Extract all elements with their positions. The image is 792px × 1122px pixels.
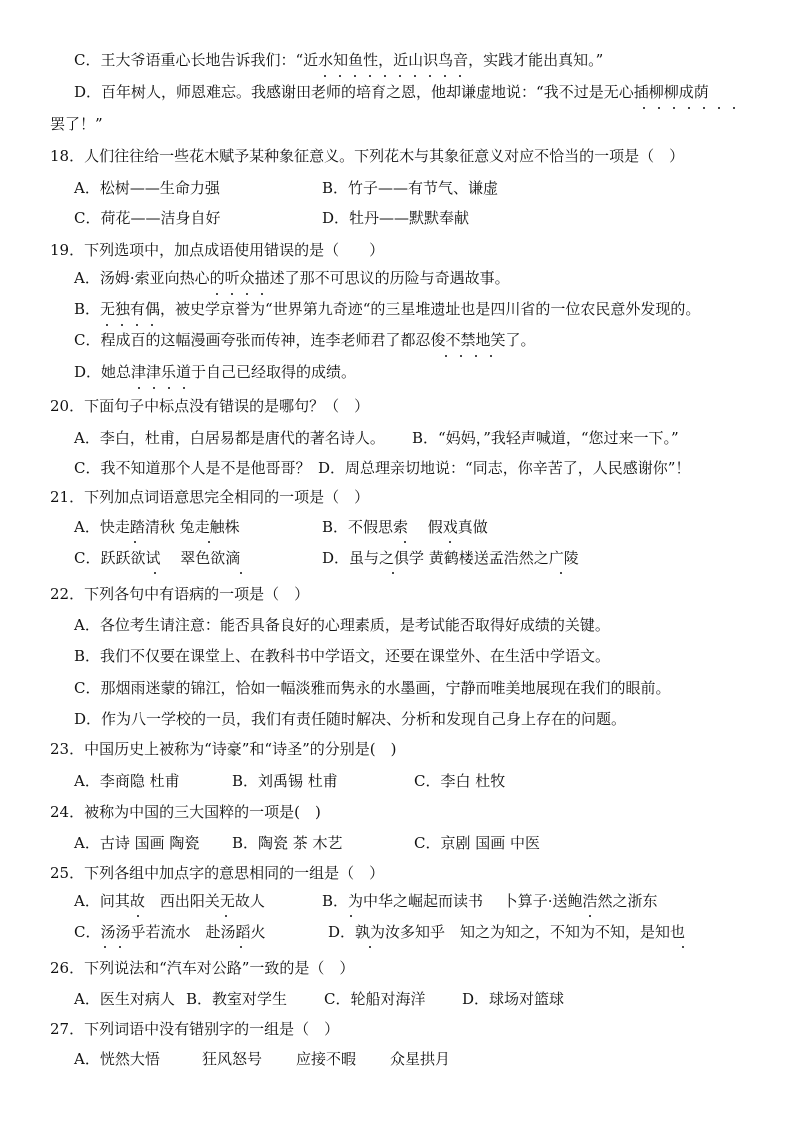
option-18c: C．荷花——洁身自好 <box>74 209 221 227</box>
question-21: 21．下列加点词语意思完全相同的一项是（ ） <box>50 488 370 506</box>
option-19b: B．无独有偶，被史学京誉为“世界第九奇迹“的三星堆遗址也是四川省的一位农民意外发现的。 <box>74 300 701 318</box>
question-23: 23．中国历史上被称为“诗豪”和“诗圣”的分别是( ) <box>50 740 397 758</box>
option-22b: B．我们不仅要在课堂上、在教科书中学语文，还要在课堂外、在生活中学语文。 <box>74 647 611 665</box>
option-23a: A．李商隐 杜甫 <box>74 772 180 790</box>
option-17c: C．王大爷语重心长地告诉我们：“近水知鱼性，近山识鸟音，实践才能出真知。” <box>74 51 604 69</box>
option-21d: D．虽与之俱学 黄鹤楼送孟浩然之广陵 <box>322 549 579 567</box>
option-21a: A．快走踏清秋 兔走触株 <box>74 518 240 536</box>
option-27a: A．恍然大悟 <box>74 1050 160 1068</box>
option-27c: 应接不暇 <box>296 1050 357 1068</box>
option-20d: D．周总理亲切地说：“同志，你辛苦了，人民感谢你”！ <box>318 459 691 477</box>
option-26a: A．医生对病人 <box>74 990 175 1008</box>
option-22d: D．作为八一学校的一员，我们有责任随时解决、分析和发现自己身上存在的问题。 <box>74 710 627 728</box>
question-25: 25．下列各组中加点字的意思相同的一组是（ ） <box>50 864 385 882</box>
option-21c: C．跃跃欲试 翠色欲滴 <box>74 549 241 567</box>
question-26: 26．下列说法和“汽车对公路”一致的是（ ） <box>50 959 355 977</box>
option-25c: C．汤汤乎若流水 赴汤蹈火 <box>74 923 266 941</box>
option-26d: D．球场对篮球 <box>462 990 565 1008</box>
option-20c: C．我不知道那个人是不是他哥哥？ <box>74 459 311 477</box>
option-25a: A．问其故 西出阳关无故人 <box>74 892 265 910</box>
option-17d-continued: 罢了！” <box>50 115 103 133</box>
question-19: 19．下列选项中，加点成语使用错误的是（ ） <box>50 241 385 259</box>
question-24: 24．被称为中国的三大国粹的一项是( ) <box>50 803 321 821</box>
option-25d: D．孰为汝多知乎 知之为知之，不知为不知，是知也 <box>328 923 686 941</box>
option-25b: B．为中华之崛起而读书 卜算子·送鲍浩然之浙东 <box>322 892 658 910</box>
question-22: 22．下列各句中有语病的一项是（ ） <box>50 585 310 603</box>
question-27: 27．下列词语中没有错别字的一组是（ ） <box>50 1020 340 1038</box>
option-22c: C．那烟雨迷蒙的锦江，恰如一幅淡雅而隽永的水墨画，宁静而唯美地展现在我们的眼前。 <box>74 679 671 697</box>
option-18b: B．竹子——有节气、谦虚 <box>322 179 499 197</box>
option-23b: B．刘禹锡 杜甫 <box>232 772 338 790</box>
option-18a: A．松树——生命力强 <box>74 179 220 197</box>
option-26c: C．轮船对海洋 <box>324 990 426 1008</box>
option-26b: B．教室对学生 <box>186 990 288 1008</box>
option-24b: B．陶瓷 茶 木艺 <box>232 834 343 852</box>
option-17d: D．百年树人，师恩难忘。我感谢田老师的培育之恩，他却谦虚地说：“我不过是无心插柳柳成荫 <box>74 83 709 101</box>
option-27d: 众星拱月 <box>390 1050 451 1068</box>
question-18: 18．人们往往给一些花木赋予某种象征意义。下列花木与其象征意义对应不恰当的一项是（ ） <box>50 147 685 165</box>
option-20a: A．李白，杜甫，白居易都是唐代的著名诗人。 <box>74 429 385 447</box>
option-23c: C．李白 杜牧 <box>414 772 506 790</box>
option-18d: D．牡丹——默默奉献 <box>322 209 470 227</box>
option-22a: A．各位考生请注意：能否具备良好的心理素质，是考试能否取得好成绩的关键。 <box>74 616 610 634</box>
option-21b: B．不假思索 假戏真做 <box>322 518 488 536</box>
question-20: 20．下面句子中标点没有错误的是哪句？（ ） <box>50 397 370 415</box>
option-19c: C．程成百的这幅漫画夸张而传神，连李老师君了都忍俊不禁地笑了。 <box>74 331 536 349</box>
option-19d: D．她总津津乐道于自己已经取得的成绩。 <box>74 363 357 381</box>
option-20b: B．“妈妈，”我轻声喊道，“您过来一下。” <box>412 429 679 447</box>
option-24c: C．京剧 国画 中医 <box>414 834 541 852</box>
option-19a: A．汤姆·索亚向热心的听众描述了那不可思议的历险与奇遇故事。 <box>74 269 510 287</box>
option-27b: 狂风怒号 <box>202 1050 263 1068</box>
option-24a: A．古诗 国画 陶瓷 <box>74 834 200 852</box>
